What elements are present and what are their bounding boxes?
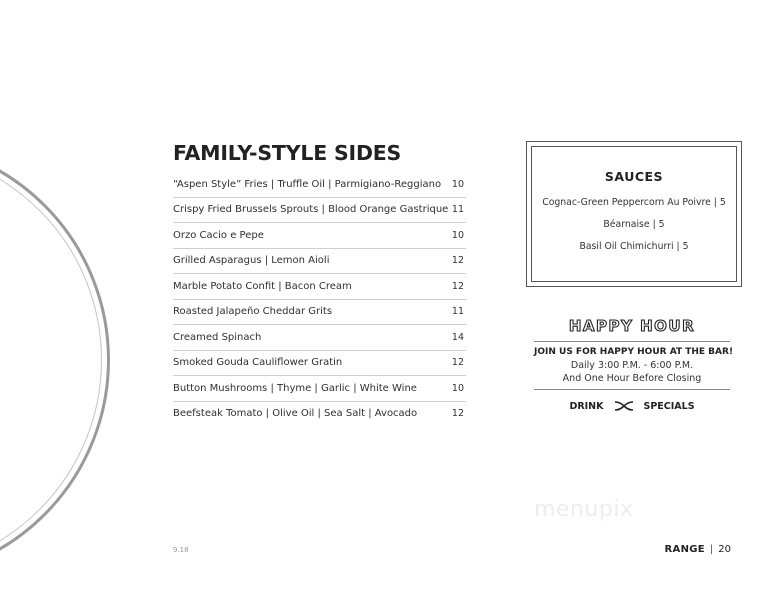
menu-item-name: Button Mushrooms | Thyme | Garlic | White Wine [173, 382, 417, 394]
family-sides-title: FAMILY-STYLE SIDES [173, 141, 402, 165]
happy-hour-join-text: JOIN US FOR HAPPY HOUR AT THE BAR! [534, 347, 734, 357]
happy-hour-bottom-rule [534, 389, 730, 390]
happy-hour-extra: And One Hour Before Closing [562, 373, 702, 384]
family-sides-list [173, 172, 466, 426]
specials-label: SPECIALS [643, 400, 695, 412]
menu-item-price: 11 [451, 204, 464, 216]
menu-item-price: 14 [451, 331, 464, 343]
menu-item-name: Orzo Cacio e Pepe [173, 229, 264, 241]
footer-brand [665, 544, 731, 555]
page-number: 20 [718, 544, 731, 555]
menupix-watermark: menupix [534, 497, 634, 522]
menu-item [173, 351, 466, 377]
menu-item-price: 12 [451, 357, 464, 369]
happy-hour-hours: Daily 3:00 P.M. - 6:00 P.M. [570, 360, 694, 371]
sauce-item: Cognac-Green Peppercorn Au Poivre | 5 [542, 197, 726, 208]
footer-brand-name: RANGE [664, 544, 705, 555]
menu-item-price: 10 [451, 229, 464, 241]
menu-item [173, 376, 466, 402]
sauces-box-inner-border [531, 146, 737, 282]
sauce-item: Béarnaise | 5 [603, 219, 665, 230]
sauce-item: Basil Oil Chimichurri | 5 [579, 241, 689, 252]
range-logo-icon [614, 400, 634, 412]
menu-item-name: Crispy Fried Brussels Sprouts | Blood Orange Gastrique [173, 204, 449, 216]
happy-hour-top-rule [534, 341, 730, 342]
menu-item [173, 249, 466, 275]
happy-hour-title: HAPPY HOUR [568, 317, 696, 335]
menu-item [173, 274, 466, 300]
footer-separator: | [709, 544, 714, 555]
footer-code: 9.18 [173, 546, 189, 554]
menu-item-name: “Aspen Style” Fries | Truffle Oil | Parmigiano-Reggiano [173, 178, 442, 190]
menu-item-name: Beefsteak Tomato | Olive Oil | Sea Salt | Avocado [173, 408, 418, 420]
sauces-box [526, 141, 742, 287]
menu-item [173, 223, 466, 249]
menu-item-price: 10 [451, 178, 464, 190]
sauces-title: SAUCES [604, 169, 664, 184]
menu-item-name: Smoked Gouda Cauliflower Gratin [173, 357, 343, 369]
drink-specials-row [534, 399, 730, 413]
menu-item-price: 11 [451, 306, 464, 318]
menu-item-price: 12 [451, 255, 464, 267]
menu-item [173, 402, 466, 427]
menu-item [173, 198, 466, 224]
menu-item-name: Grilled Asparagus | Lemon Aioli [173, 255, 330, 267]
menu-item [173, 300, 466, 326]
menu-item-price: 12 [451, 280, 464, 292]
menu-item-price: 12 [451, 408, 464, 420]
drink-label: DRINK [569, 400, 604, 412]
menu-item-name: Creamed Spinach [173, 331, 262, 343]
menu-item-name: Roasted Jalapeño Cheddar Grits [173, 306, 333, 318]
menu-item-price: 10 [451, 382, 464, 394]
menu-item [173, 325, 466, 351]
menu-item [173, 172, 466, 198]
menu-item-name: Marble Potato Confit | Bacon Cream [173, 280, 352, 292]
